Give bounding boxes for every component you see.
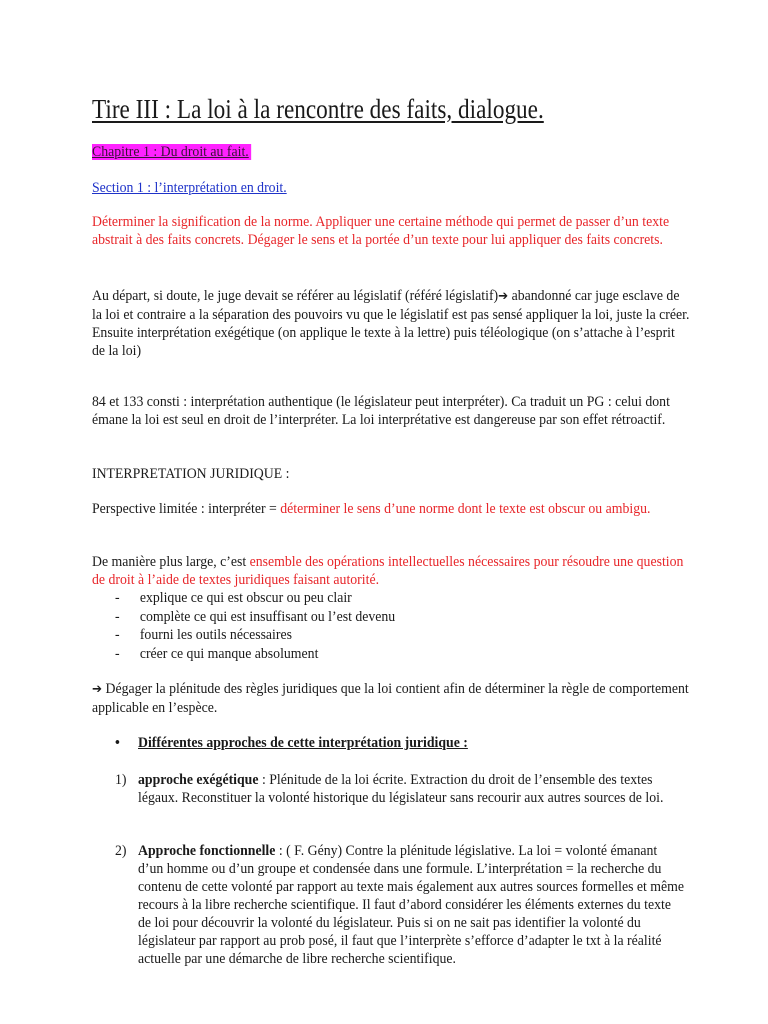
p4-plain: De manière plus large, c’est <box>92 554 250 570</box>
approach-item-2 <box>115 842 685 968</box>
p1-line2: Ensuite interprétation exégétique (on applique le texte à la lettre) puis téléologique (on s’attache à l’esprit de la loi) <box>92 325 675 359</box>
heading-interpretation-juridique: INTERPRETATION JURIDIQUE : <box>92 466 290 482</box>
list-item <box>115 645 667 664</box>
chapter-highlight: Chapitre 1 : Du droit au fait. <box>92 144 252 160</box>
approach-text: : ( F. Gény) Contre la plénitude législative. La loi = volonté émanant d’un homme ou d’un groupe et condensée dans une formule. L’interprétation = la recherche du contenu de cette volonté par rapport au texte mais également aux autres sources formelles et même recours à la libre recherche scientifique. Il faut d’abord considérer les éléments externes du texte de loi pour découvrir la volonté du législateur. Puis si on ne sait pas identifier la volonté du législateur par rapport au prob posé, il faut que l’interprète s’efforce d’adapter le txt à la réalité actuelle par une démarche de libre recherche scientifique. <box>138 843 685 967</box>
dash-marker: - <box>115 627 120 643</box>
paragraph-referee-legislatif <box>92 287 690 360</box>
dash-marker: - <box>115 608 120 625</box>
paragraph-maniere-large <box>92 553 690 589</box>
list-item-text: créer ce qui manque absolument <box>139 645 319 662</box>
section-link[interactable]: Section 1 : l’interprétation en droit. <box>92 180 287 196</box>
arrow-icon: ➔ <box>498 289 509 304</box>
approaches-heading <box>115 735 468 752</box>
approach-text: : Plénitude de la loi écrite. Extraction du droit de l’ensemble des textes légaux. Reconstituer la volonté historique du législateur sans recourir aux autres sources de loi. <box>138 772 664 806</box>
p1-text-a: Au départ, si doute, le juge devait se référer au législatif (référé législatif) <box>92 288 499 304</box>
paragraph-interpretation-authentique: 84 et 133 consti : interprétation authentique (le législateur peut interpréter). Ca traduit un PG : celui dont émane la loi est seul en droit de l’interpréter. La loi interprétative est dangereuse par son effet rétroactif. <box>92 394 670 428</box>
list-item <box>115 589 667 608</box>
approaches-heading-text: Différentes approches de cette interprétation juridique : <box>138 735 468 751</box>
bullet-icon: • <box>115 735 120 751</box>
p4-red: ensemble des opérations intellectuelles nécessaires pour résoudre une question de droit à l’aide de textes juridiques faisant autorité. <box>92 554 684 588</box>
approach-name: Approche fonctionnelle <box>138 843 276 859</box>
document-title: Tire III : La loi à la rencontre des faits, dialogue. <box>92 94 544 124</box>
list-item-text: complète ce qui est insuffisant ou l’est devenu <box>139 608 396 625</box>
list-item-text: fourni les outils nécessaires <box>139 627 292 643</box>
dash-marker: - <box>115 645 120 662</box>
p3-plain: Perspective limitée : interpréter = <box>92 501 281 517</box>
paragraph-plenitude <box>92 680 690 717</box>
chapter-heading <box>92 143 690 161</box>
list-item-text: explique ce qui est obscur ou peu clair <box>139 590 352 606</box>
list-item <box>115 608 667 627</box>
approach-item-1 <box>115 771 685 807</box>
arrow-icon: ➔ <box>92 682 103 697</box>
p3-red: déterminer le sens d’une norme dont le texte est obscur ou ambigu. <box>280 501 651 517</box>
paragraph-perspective-limitee <box>92 500 690 518</box>
p1-text-b: abandonné car juge esclave de la loi et contraire a la séparation des pouvoirs vu que le législatif est pas sensé appliquer la loi, juste la créer. <box>92 288 690 323</box>
p5-text: Dégager la plénitude des règles juridiques que la loi contient afin de déterminer la règle de comportement applicable en l’espèce. <box>92 681 689 716</box>
dash-marker: - <box>115 590 120 606</box>
intro-paragraph: Déterminer la signification de la norme. Appliquer une certaine méthode qui permet de passer d’un texte abstrait à des faits concrets. Dégager le sens et la portée d’un texte pour lui appliquer des faits concrets. <box>92 214 670 248</box>
section-heading[interactable] <box>92 179 690 197</box>
approach-number: 1) <box>115 772 127 788</box>
list-item <box>115 626 667 645</box>
approach-name: approche exégétique <box>138 772 259 788</box>
approach-number: 2) <box>115 843 127 859</box>
dash-list <box>115 589 667 663</box>
